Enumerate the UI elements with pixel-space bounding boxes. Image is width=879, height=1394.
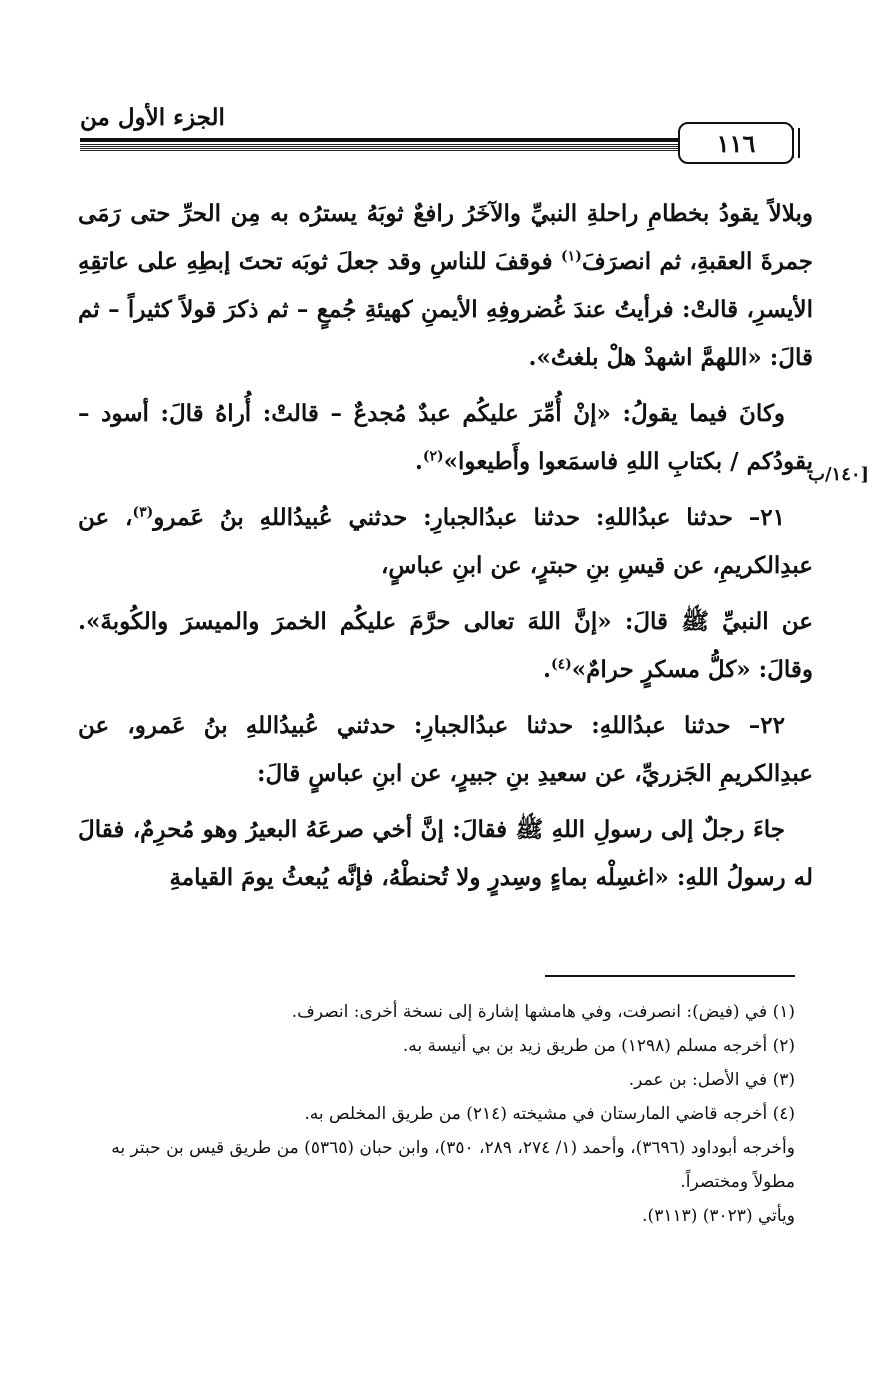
footnote-4: (٤) أخرجه قاضي المارستان في مشيخته (٢١٤) من طريق المخلص به. <box>304 1104 795 1124</box>
footnotes <box>90 995 795 1233</box>
page-header <box>80 104 780 168</box>
text-run: . <box>414 448 423 475</box>
footnote-1: (١) في (فيض): انصرفت، وفي هامشها إشارة إلى نسخة أخرى: انصرف. <box>291 1002 795 1022</box>
page-number: ١١٦ <box>678 122 794 164</box>
footnote-4-continuation: وأخرجه أبوداود (٣٦٩٦)، وأحمد (١/ ٢٧٤، ٢٨٩، ٣٥٠)، وابن حبان (٥٣٦٥) من طريق قيس بن حبتر به مطولاً ومختصراً. <box>111 1138 795 1192</box>
paragraph <box>78 598 813 694</box>
main-text <box>78 190 813 910</box>
paragraph <box>78 806 813 902</box>
header-hatch-rule <box>80 144 780 151</box>
text-run: عن النبيِّ ﷺ قالَ: «إنَّ اللهَ تعالى حرَّمَ عليكُم الخمرَ والميسرَ والكُوبةَ». وقالَ: «كلُّ مسكرٍ حرامٌ» <box>78 608 813 683</box>
paragraph <box>78 190 813 382</box>
footnote-3: (٣) في الأصل: بن عمر. <box>628 1070 795 1090</box>
footnote-4-continuation: ويأتي (٣٠٢٣) (٣١١٣). <box>642 1206 795 1226</box>
hadith-21 <box>78 494 813 590</box>
manuscript-folio-note: ١٤٠/ب] <box>808 464 870 485</box>
hadith-22 <box>78 702 813 798</box>
text-run: . <box>542 656 551 683</box>
footnote-separator <box>545 975 795 977</box>
text-run: فوقفَ للناسِ وقد جعلَ ثوبَه تحتَ إبطِهِ على عاتقِهِ الأيسرِ، قالتْ: فرأيتُ عندَ غُضروفِهِ الأيمنِ كهيئةِ جُمعٍ – ثم ذكرَ قولاً كثيراً – ثم قالَ: «اللهمَّ اشهدْ هلْ بلغتُ». <box>78 248 813 371</box>
text-run: وكانَ فيما يقولُ: «إنْ أُمِّرَ عليكُم عبدٌ مُجدعٌ – قالتْ: أُراهُ قالَ: أسود – يقودُكم / بكتابِ اللهِ فاسمَعوا وأَطيعوا» <box>78 400 813 475</box>
text-run: ، عن عبدِالكريمِ، عن قيسِ بنِ حبترٍ، عن ابنِ عباسٍ، <box>78 504 813 579</box>
footnote-ref: (١) <box>561 248 582 265</box>
text-run: ٢١– حدثنا عبدُاللهِ: حدثنا عبدُالجبارِ: حدثني عُبيدُاللهِ بنُ عَمرو <box>153 504 785 531</box>
text-run: جاءَ رجلٌ إلى رسولِ اللهِ ﷺ فقالَ: إنَّ أخي صرعَهُ البعيرُ وهو مُحرِمٌ، فقالَ له رسولُ اللهِ: «اغسِلْه بماءٍ وسِدرٍ ولا تُحنطْهُ، فإنَّه يُبعثُ يومَ القيامةِ <box>78 816 813 891</box>
running-title: الجزء الأول من <box>80 104 225 131</box>
paragraph <box>78 390 813 486</box>
footnote-ref: (٤) <box>550 656 572 673</box>
header-rule <box>80 138 780 142</box>
footnote-ref: (٢) <box>422 448 444 465</box>
text-run: ٢٢– حدثنا عبدُاللهِ: حدثنا عبدُالجبارِ: حدثني عُبيدُاللهِ بنُ عَمرو، عن عبدِالكريمِ الجَزريِّ، عن سعيدِ بنِ جبيرٍ، عن ابنِ عباسٍ قالَ: <box>78 712 813 787</box>
footnote-2: (٢) أخرجه مسلم (١٢٩٨) من طريق زيد بن بي أنيسة به. <box>402 1036 795 1056</box>
text-run: وبلالاً يقودُ بخطامِ راحلةِ النبيِّ والآخَرُ رافعٌ ثوبَهُ يسترُه به مِن الحرِّ حتى رَمَى جمرةَ العقبةِ، ثم انصرَفَ <box>78 200 813 275</box>
footnote-ref: (٣) <box>132 504 154 521</box>
